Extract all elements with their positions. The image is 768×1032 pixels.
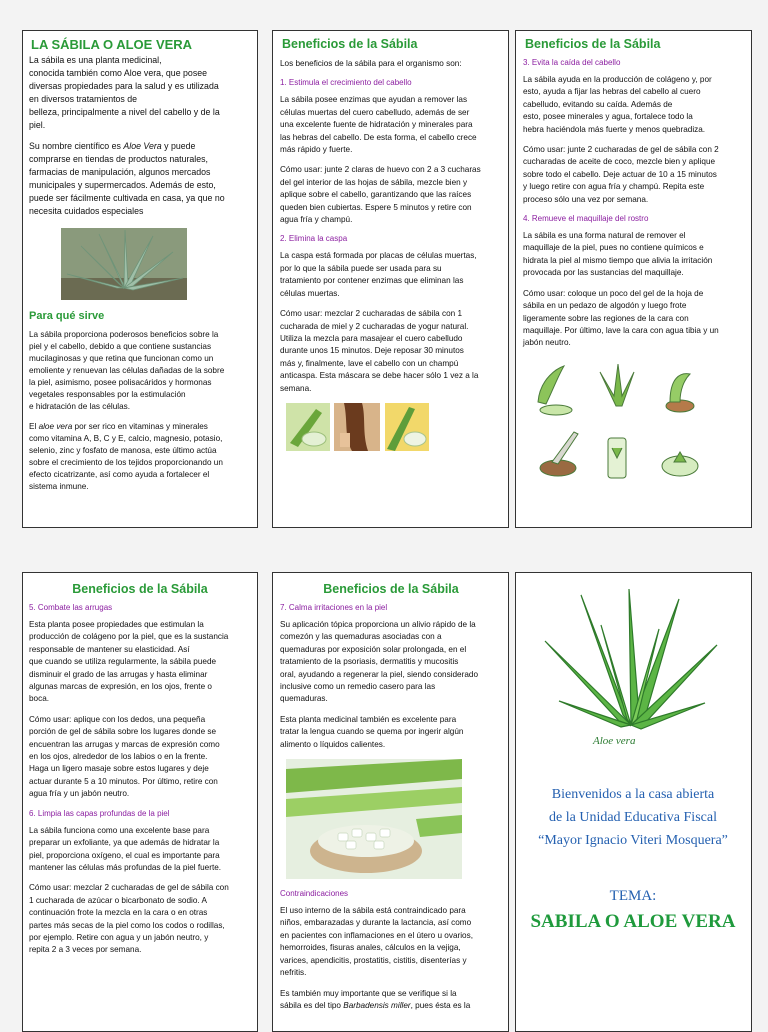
aloe-vera-illustration [541, 585, 721, 735]
para-que-sirve-heading: Para qué sirve [29, 310, 105, 322]
aloe-gel-bowl-photo [286, 759, 462, 879]
aloe-leaves-photo [385, 403, 429, 451]
benefit-heading-4: 4. Remueve el maquillaje del rostro [523, 214, 649, 224]
aloe-plant-photo [61, 228, 187, 300]
benefit-text-7: Su aplicación tópica proporciona un alivio rápido de la comezón y las quemaduras asociadas con a quemaduras por exposición solar prolongada, en el tratamiento de la psoriasis, dermatitis y mucositis oral, ayudando a regenerar la piel, siendo considerado inclusive como un remedio casero para las quemaduras. [280, 620, 478, 704]
contraindications-heading: Contraindicaciones [280, 889, 349, 899]
tema-label: TEMA: [609, 888, 657, 904]
contraindications-text: El uso interno de la sábila está contraindicado para niños, embarazadas y durante la lactancia, así como en pacientes con inflamaciones en el útero u ovarios, hemorroides, fisuras anales, cálculos en la vejiga, varices, apendicitis, prostatitis, cistitis, disenterías y nefritis. [280, 906, 473, 978]
scientific-name: Aloe Vera [123, 141, 162, 151]
benefit-usage-5: Cómo usar: aplique con los dedos, una pequeña porción de gel de sábila sobre los lugares donde se encuentran las arrugas y marcas de expresión como en los ojos, alrededor de los labios o en la frente. Haga un ligero masaje sobre estos lugares y deje actuar durante 5 a 10 minutos. Por último, retire con agua fría y un jabón neutro. [29, 714, 220, 799]
benefit-text-7b: Esta planta medicinal también es excelente para tratar la lengua cuando se quema por ingerir algún alimento o líquidos calientes. [280, 714, 464, 749]
benefit-text-2: La caspa está formada por placas de células muertas, por lo que la sábila puede ser usada para su tratamiento por contener enzimas que eliminan las células muertas. [280, 251, 477, 298]
panel-title: Beneficios de la Sábila [282, 37, 418, 51]
aloe-gel-photo [286, 403, 330, 451]
species-note: Es también muy importante que se verifique si la sábila es del tipo Barbadensis miller, pues ésta es la [280, 988, 471, 1010]
panel-cover [515, 572, 752, 1032]
benefit-text-5: Esta planta posee propiedades que estimulan la producción de colágeno por la piel, que es la sustancia responsable de mantener su elasticidad. Así que cuando se utiliza regularmente, la sábila puede disminuir el grado de las arrugas y hasta eliminar algunas marcas de expresión, en los ojos, frente o boca. [29, 620, 229, 704]
benefit-heading-3: 3. Evita la caída del cabello [523, 58, 621, 67]
benefit-usage-2: Cómo usar: mezclar 2 cucharadas de sábila con 1 cucharada de miel y 2 cucharadas de yogur natural. Utiliza la mezcla para masajear el cuero cabelludo durante unos 15 minutos. Deje reposar 30 minutos más y, finalmente, lave el cabello con un champú anticaspa. Esta máscara se debe hacer sólo 1 vez a la semana. [280, 309, 479, 393]
benefits-lead: Los beneficios de la sábila para el organismo son: [280, 59, 462, 68]
benefit-text-3: La sábila ayuda en la producción de colágeno y, por esto, ayuda a fijar las hebras del cabello al cuero cabelludo, evitando su caída. Además de esto, posee minerales y agua, fortalece todo la hebra haciéndola más fuerte y menos quebradiza. [523, 75, 712, 134]
benefit-heading-1: 1. Estimula el crecimiento del cabello [280, 78, 412, 88]
panel-benefits-4 [272, 572, 509, 1032]
para-que-sirve-text: La sábila proporciona poderosos beneficios sobre la piel y el cabello, debido a que contiene sustancias mucilaginosas y que retina que funcionan como un emoliente y renuevan las células dañadas de la sobre la piel, asimismo, posee polisacáridos y hormonas vegetales responsables por la estimulación e hidratación de las células. [29, 330, 225, 411]
benefit-usage-3: Cómo usar: junte 2 cucharadas de gel de sábila con 2 cucharadas de aceite de coco, mezcle bien y aplique sobre todo el cabello. Deje actuar de 10 a 15 minutos y luego retire con agua fría y champú. Repita este proceso sólo una vez por semana. [523, 145, 719, 204]
vitamins-paragraph: El aloe vera por ser rico en vitaminas y minerales como vitamina A, B, C y E, calcio, magnesio, potasio, selenio, zinc y fosfato de manosa, este último actúa sobre el crecimiento de los tejidos proporcionando un efecto cicatrizante, así como ayuda a fortalecer el sistema inmune. [29, 422, 223, 491]
benefit-heading-5: 5. Combate las arrugas [29, 603, 113, 612]
tema-value: SABILA O ALOE VERA [530, 911, 736, 932]
illustration-caption: Aloe vera [593, 735, 636, 747]
benefit-heading-6: 6. Limpia las capas profundas de la piel [29, 808, 170, 818]
panel-title: Beneficios de la Sábila [525, 37, 661, 51]
benefit-text-1: La sábila posee enzimas que ayudan a remover las células muertas del cuero cabelludo, además de ser una excelente fuente de hidratación y minerales para las hebras del cabello. De esta forma, el cabello crece más rápido y fuerte. [280, 95, 477, 155]
aloe-products-illustration [530, 358, 706, 488]
welcome-text: Bienvenidos a la casa abierta de la Unidad Educativa Fiscal “Mayor Ignacio Viteri Mosquera” [538, 787, 728, 848]
scientific-name-paragraph: Su nombre científico es Aloe Vera y puede comprarse en tiendas de productos naturales, farmacias de manipulación, algunos mercados municipales y supermercados. Además de esto, puede ser fácilmente cultivada en casa, ya que no necesita cuidados especiales [29, 141, 225, 216]
benefit-usage-6: Cómo usar: mezclar 2 cucharadas de gel de sábila con 1 cucharada de azúcar o bicarbonato de sodio. A continuación frote la mezcla en la cara o en otras partes más secas de la piel como los codos o rodillas, por ejemplo. Retire con agua y un jabón neutro, y repita 2 a 3 veces por semana. [29, 883, 229, 955]
benefit-text-4: La sábila es una forma natural de remover el maquillaje de la piel, pues no contiene químicos e hidrata la piel al mismo tiempo que alivia la irritación provocada por las sustancias del maquillaje. [523, 231, 713, 278]
benefit-usage-1: Cómo usar: junte 2 claras de huevo con 2 a 3 cucharas del gel interior de las hojas de sábila, mezcle bien y aplique sobre el cabello, garantizando que las raíces queden bien cubiertas. Espere 5 minutos y retire con agua fría y champú. [280, 165, 481, 225]
benefit-text-6: La sábila funciona como una excelente base para preparar un exfoliante, ya que además de hidratar la piel, proporciona oxígeno, el cual es importante para mantener las células más profundas de la piel fuerte. [29, 825, 222, 872]
brochure-title: LA SÁBILA O ALOE VERA [31, 37, 193, 52]
intro-paragraph: La sábila es una planta medicinal, conocida también como Aloe vera, que posee diversas propiedades para la salud y es utilizada en diversos tratamientos de belleza, principalmente a nivel del cabello y de la piel. [29, 55, 220, 130]
benefit-heading-2: 2. Elimina la caspa [280, 234, 348, 244]
panel-benefits-2 [515, 30, 752, 528]
panel-benefits-3 [22, 572, 258, 1032]
benefit-heading-7: 7. Calma irritaciones en la piel [280, 603, 388, 612]
hair-treatment-photos [286, 403, 500, 451]
panel-title: Beneficios de la Sábila [72, 582, 208, 596]
benefit-usage-4: Cómo usar: coloque un poco del gel de la hoja de sábila en un pedazo de algodón y luego frote ligeramente sobre las regiones de la cara con maquillaje. Por último, lave la cara con agua tibia y un jabón neutro. [523, 288, 719, 348]
panel-title: Beneficios de la Sábila [323, 582, 459, 596]
hair-photo [334, 403, 380, 451]
panel-benefits-1 [272, 30, 509, 528]
panel-intro [22, 30, 258, 528]
